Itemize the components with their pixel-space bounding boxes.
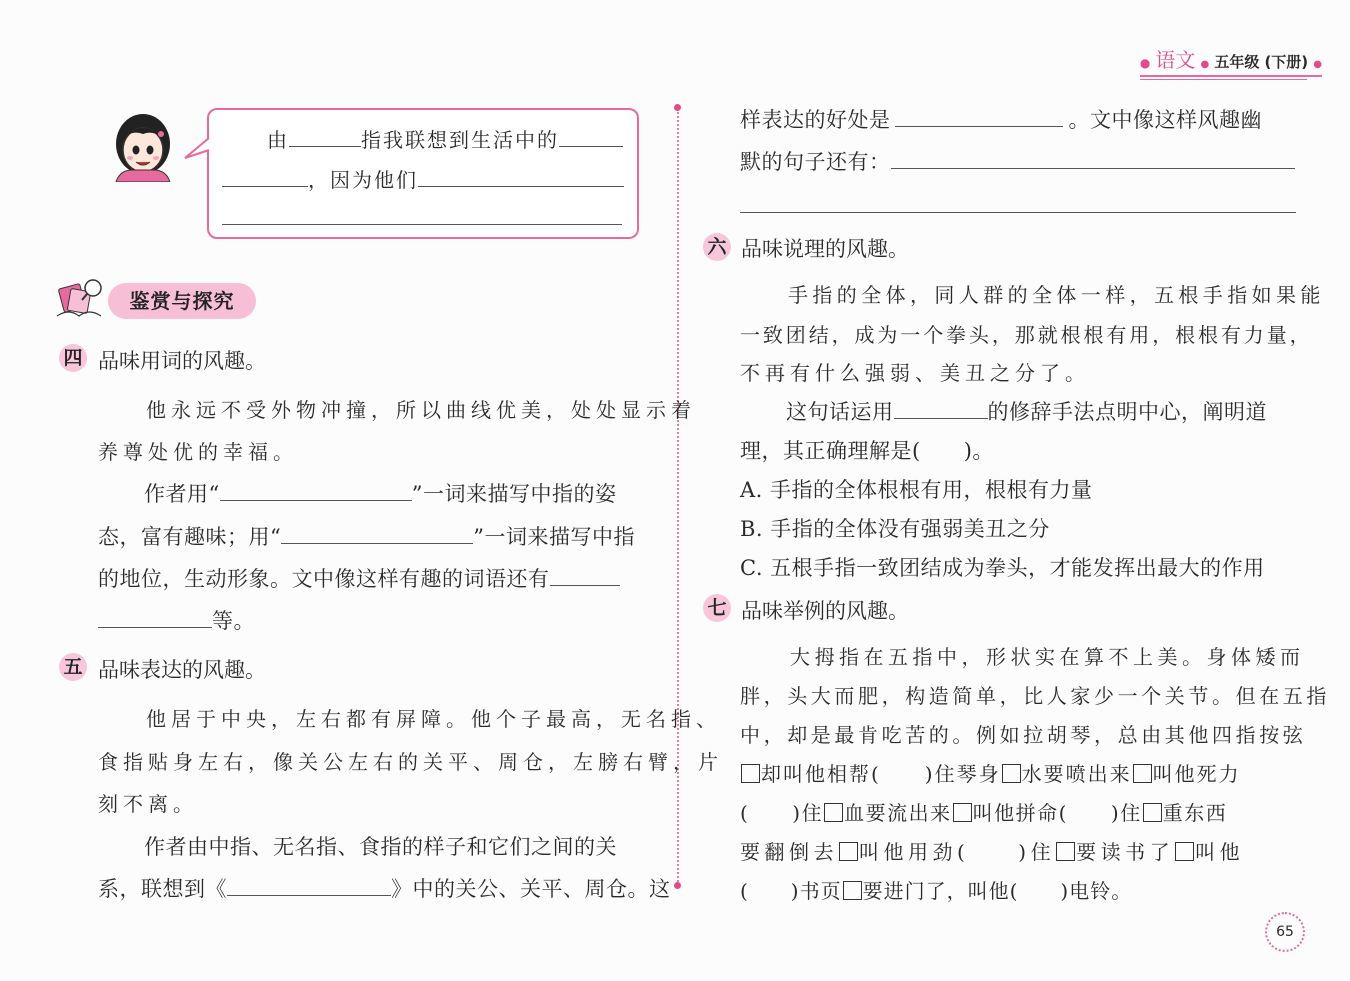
prompt-line: 系，联想到《 》中的关公、关平、周仓。这 xyxy=(98,877,671,901)
quote-line: 胖，头大而肥，构造简单，比人家少一个关节。但在五指 xyxy=(740,684,1330,708)
prompt-line: 作者用“ ”一词来描写中指的姿 xyxy=(144,482,617,506)
question-number-7: 七 xyxy=(703,594,731,622)
grade-label: 五年级 xyxy=(1214,53,1260,71)
divider-dot-bottom xyxy=(674,882,681,889)
quote-line: 一致团结，成为一个拳头，那就根根有用，根根有力量， xyxy=(740,323,1313,347)
checkbox-blank[interactable] xyxy=(1002,764,1021,783)
blank[interactable] xyxy=(289,128,361,147)
quote-line: 手指的全体，同人群的全体一样，五根手指如果能 xyxy=(788,283,1325,307)
volume-label: (下册) xyxy=(1264,53,1309,71)
checkbox-blank[interactable] xyxy=(824,803,843,822)
prompt-line: 作者由中指、无名指、食指的样子和它们之间的关 xyxy=(144,835,617,859)
prompt-line: 的地位，生动形象。文中像这样有趣的词语还有 xyxy=(98,563,620,593)
quote-line: 刻不离。 xyxy=(98,792,198,816)
blank[interactable] xyxy=(220,482,412,501)
quote-line: 养尊处优的幸福。 xyxy=(98,440,298,464)
quote-line: ( )住 血要流出来 叫他拼命( )住 重东西 xyxy=(740,801,1228,825)
prompt-line: 这句话运用 的修辞手法点明中心，阐明道 xyxy=(786,400,1267,424)
checkbox-blank[interactable] xyxy=(953,803,972,822)
blank[interactable] xyxy=(550,567,620,586)
prompt-line: 样表达的好处是 。文中像这样风趣幽 xyxy=(740,108,1262,132)
quote-line: 他永远不受外物冲撞，所以曲线优美，处处显示着 xyxy=(146,398,696,422)
quote-line: ( )书页 要进门了，叫他( )电铃。 xyxy=(740,879,1133,903)
quote-line: 不再有什么强弱、美丑之分了。 xyxy=(740,361,1090,385)
question-title-5: 品味表达的风趣。 xyxy=(98,658,266,682)
prompt-line: 态，富有趣味；用“ ”一词来描写中指 xyxy=(98,525,635,549)
books-magnifier-icon xyxy=(55,276,107,322)
question-number-5: 五 xyxy=(59,653,87,681)
option-a[interactable]: A. 手指的全体根根有用，根根有力量 xyxy=(740,478,1093,502)
blank[interactable] xyxy=(559,128,623,147)
bubble-line-1: 由 指我联想到生活中的 xyxy=(267,124,623,153)
blank[interactable] xyxy=(894,400,988,419)
divider-dot-top xyxy=(674,104,681,111)
blank[interactable] xyxy=(281,525,473,544)
question-number-6: 六 xyxy=(703,233,731,261)
bubble-line-2: ，因为他们 xyxy=(222,164,624,193)
checkbox-blank[interactable] xyxy=(843,881,862,900)
checkbox-blank[interactable] xyxy=(1056,842,1075,861)
quote-line: 他居于中央，左右都有屏障。他个子最高，无名指、 xyxy=(146,707,721,731)
option-b[interactable]: B. 手指的全体没有强弱美丑之分 xyxy=(740,517,1050,541)
question-title-7: 品味举例的风趣。 xyxy=(741,599,909,623)
page-header: ● 语文 ● 五年级 (下册) ● xyxy=(1140,44,1322,80)
prompt-line: 等。 xyxy=(98,605,255,635)
checkbox-blank[interactable] xyxy=(1175,842,1194,861)
blank[interactable] xyxy=(418,168,624,187)
page-number: 65 xyxy=(1265,912,1305,952)
checkbox-blank[interactable] xyxy=(1133,764,1152,783)
quote-line: 中，却是最肯吃苦的。例如拉胡琴，总由其他四指按弦 xyxy=(740,723,1307,747)
blank[interactable] xyxy=(98,609,212,628)
blank[interactable] xyxy=(895,108,1063,127)
quote-line: 要翻倒去 叫他用劲( )住 要读书了 叫他 xyxy=(740,840,1245,864)
girl-avatar-icon xyxy=(108,110,178,182)
checkbox-blank[interactable] xyxy=(1143,803,1162,822)
prompt-line: 理，其正确理解是( )。 xyxy=(740,439,994,463)
blank[interactable] xyxy=(227,877,391,896)
blank[interactable] xyxy=(222,168,308,187)
section-heading: 鉴赏与探究 xyxy=(108,283,256,319)
checkbox-blank[interactable] xyxy=(839,842,858,861)
quote-line: 食指贴身左右，像关公左右的关平、周仓，左膀右臂，片 xyxy=(98,750,723,774)
option-c[interactable]: C. 五根手指一致团结成为拳头，才能发挥出最大的作用 xyxy=(740,556,1265,580)
question-title-4: 品味用词的风趣。 xyxy=(98,349,266,373)
subject-label: 语文 xyxy=(1155,48,1196,72)
bubble-line-3[interactable] xyxy=(222,224,622,225)
quote-line: 却叫他相帮( )住琴身 水要喷出来 叫他死力 xyxy=(740,758,1241,787)
question-number-4: 四 xyxy=(59,344,87,372)
blank[interactable] xyxy=(891,150,1295,169)
quote-line: 大拇指在五指中，形状实在算不上美。身体矮而 xyxy=(790,645,1305,669)
prompt-line: 默的句子还有： xyxy=(740,146,1295,176)
question-title-6: 品味说理的风趣。 xyxy=(741,237,909,261)
checkbox-blank[interactable] xyxy=(741,764,760,783)
answer-line[interactable] xyxy=(740,212,1296,213)
bubble-tail xyxy=(183,136,211,166)
